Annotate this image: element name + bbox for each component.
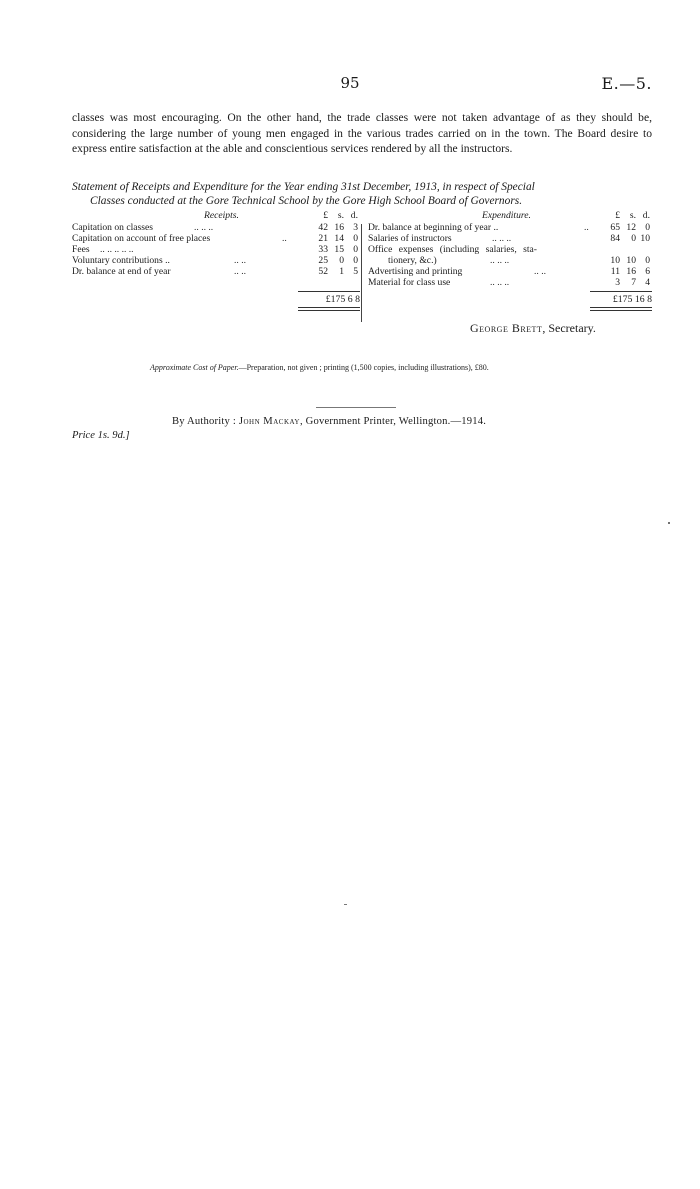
shillings-value: 0: [339, 255, 344, 266]
row-leader-dots: ..: [584, 222, 589, 233]
shillings-value: 7: [631, 277, 636, 288]
pence-header: d.: [350, 210, 358, 221]
expenditure-table: [362, 210, 652, 308]
receipts-row: [72, 266, 360, 277]
signatory-role: , Secretary.: [542, 321, 596, 335]
row-label: Fees: [72, 244, 90, 255]
pounds-value: 42: [318, 222, 328, 233]
pounds-header: £: [323, 210, 328, 221]
pounds-header: £: [615, 210, 620, 221]
total-double-rule: [590, 310, 652, 311]
receipts-total-value: £175 6 8: [325, 294, 360, 305]
pence-value: 4: [645, 277, 650, 288]
pounds-value: 84: [610, 233, 620, 244]
row-amount: [306, 266, 360, 277]
shillings-value: 10: [626, 255, 636, 266]
shillings-value: 0: [631, 233, 636, 244]
row-amount: [598, 277, 652, 288]
row-label: tionery, &c.): [388, 255, 437, 266]
expenditure-row: [362, 255, 652, 266]
scan-speck: [668, 522, 670, 524]
cost-note-text: —Preparation, not given ; printing (1,500 copies, including illustrations), £80.: [238, 363, 489, 372]
row-amount: [306, 255, 360, 266]
row-amount: [598, 233, 652, 244]
expenditure-row: [362, 233, 652, 244]
receipts-row: [72, 222, 360, 233]
total-rule: [298, 291, 360, 292]
shillings-value: 1: [339, 266, 344, 277]
pence-value: 6: [645, 266, 650, 277]
pounds-value: 3: [615, 277, 620, 288]
row-leader-dots: .. .. ..: [492, 233, 512, 244]
receipts-currency-header: [306, 210, 360, 221]
pounds-value: 11: [610, 266, 620, 277]
cost-note-label: Approximate Cost of Paper.: [150, 363, 239, 372]
receipts-total: [72, 294, 360, 308]
pounds-value: 65: [610, 222, 620, 233]
row-amount: [598, 222, 652, 233]
pence-value: 0: [353, 255, 358, 266]
row-label: Voluntary contributions ..: [72, 255, 170, 266]
receipts-row: [72, 233, 360, 244]
pounds-value: 33: [318, 244, 328, 255]
total-double-rule: [298, 310, 360, 311]
pence-value: 0: [353, 233, 358, 244]
row-label: Advertising and printing: [368, 266, 463, 277]
statement-title-line-2: Classes conducted at the Gore Technical School by the Gore High School Board of Governors.: [90, 195, 523, 207]
expenditure-header: [362, 210, 652, 222]
row-label: Office expenses (including salaries, sta-: [368, 244, 538, 255]
total-double-rule: [298, 307, 360, 308]
pence-value: 0: [353, 244, 358, 255]
row-label: Dr. balance at beginning of year ..: [368, 222, 499, 233]
expenditure-row: [362, 244, 652, 255]
expenditure-total: [362, 294, 652, 308]
statement-title-line-1: Statement of Receipts and Expenditure for the Year ending 31st December, 1913, in respect of Special: [72, 181, 535, 193]
signature: [470, 321, 596, 336]
row-amount: [306, 233, 360, 244]
row-leader-dots: .. .. ..: [194, 222, 214, 233]
receipts-table: [72, 210, 360, 308]
pence-value: 10: [640, 233, 650, 244]
expenditure-row: [362, 222, 652, 233]
pence-value: 3: [353, 222, 358, 233]
pounds-value: 21: [318, 233, 328, 244]
receipts-row: [72, 244, 360, 255]
receipts-header: [72, 210, 360, 222]
row-leader-dots: .. ..: [234, 266, 246, 277]
cost-note: [150, 363, 489, 372]
row-amount: [306, 222, 360, 233]
row-amount: [306, 244, 360, 255]
row-leader-dots: ..: [282, 233, 287, 244]
expenditure-currency-header: [598, 210, 652, 221]
pounds-value: 52: [318, 266, 328, 277]
shillings-value: 16: [334, 222, 344, 233]
row-amount: [598, 266, 652, 277]
expenditure-row: [362, 277, 652, 288]
shillings-value: 16: [626, 266, 636, 277]
price: Price 1s. 9d.]: [72, 430, 130, 441]
signatory-name: George Brett: [470, 321, 543, 335]
scan-speck: [344, 904, 347, 905]
row-label: Dr. balance at end of year: [72, 266, 171, 277]
pence-value: 5: [353, 266, 358, 277]
shillings-header: s.: [337, 210, 344, 221]
row-label: Capitation on account of free places: [72, 233, 211, 244]
pence-value: 0: [645, 222, 650, 233]
total-rule: [590, 291, 652, 292]
page-number: 95: [340, 74, 360, 92]
row-amount: [598, 255, 652, 266]
row-leader-dots: .. ..: [234, 255, 246, 266]
row-label: Material for class use: [368, 277, 451, 288]
pence-header: d.: [642, 210, 650, 221]
printer-authority: [172, 416, 486, 427]
shillings-value: 12: [626, 222, 636, 233]
receipts-heading: Receipts.: [204, 210, 239, 221]
row-leader-dots: .. .. .. .. ..: [100, 244, 134, 255]
shillings-header: s.: [629, 210, 636, 221]
statement-title: [72, 180, 652, 208]
expenditure-row: [362, 266, 652, 277]
shillings-value: 15: [334, 244, 344, 255]
intro-paragraph: classes was most encouraging. On the other hand, the trade classes were not taken advantage of as they should be, considering the large number of young men engaged in the various trades carried on in the town. The Board desire to express entire satisfaction at the able and conscientious services rendered by all the instructors.: [72, 111, 652, 155]
pounds-value: 25: [318, 255, 328, 266]
expenditure-total-value: £175 16 8: [612, 294, 652, 305]
row-leader-dots: .. ..: [534, 266, 546, 277]
row-label: Salaries of instructors: [368, 233, 452, 244]
authority-suffix: , Government Printer, Wellington.—1914.: [299, 416, 487, 427]
pence-value: 0: [645, 255, 650, 266]
separator-rule: [316, 407, 396, 408]
row-leader-dots: .. .. ..: [490, 255, 510, 266]
row-label: Capitation on classes: [72, 222, 153, 233]
row-leader-dots: .. .. ..: [490, 277, 510, 288]
printer-name: John Mackay: [238, 416, 300, 427]
pounds-value: 10: [610, 255, 620, 266]
document-code: E.—5.: [601, 74, 652, 93]
shillings-value: 14: [334, 233, 344, 244]
receipts-row: [72, 255, 360, 266]
authority-prefix: By Authority :: [172, 416, 239, 427]
expenditure-heading: Expenditure.: [482, 210, 531, 221]
total-double-rule: [590, 307, 652, 308]
